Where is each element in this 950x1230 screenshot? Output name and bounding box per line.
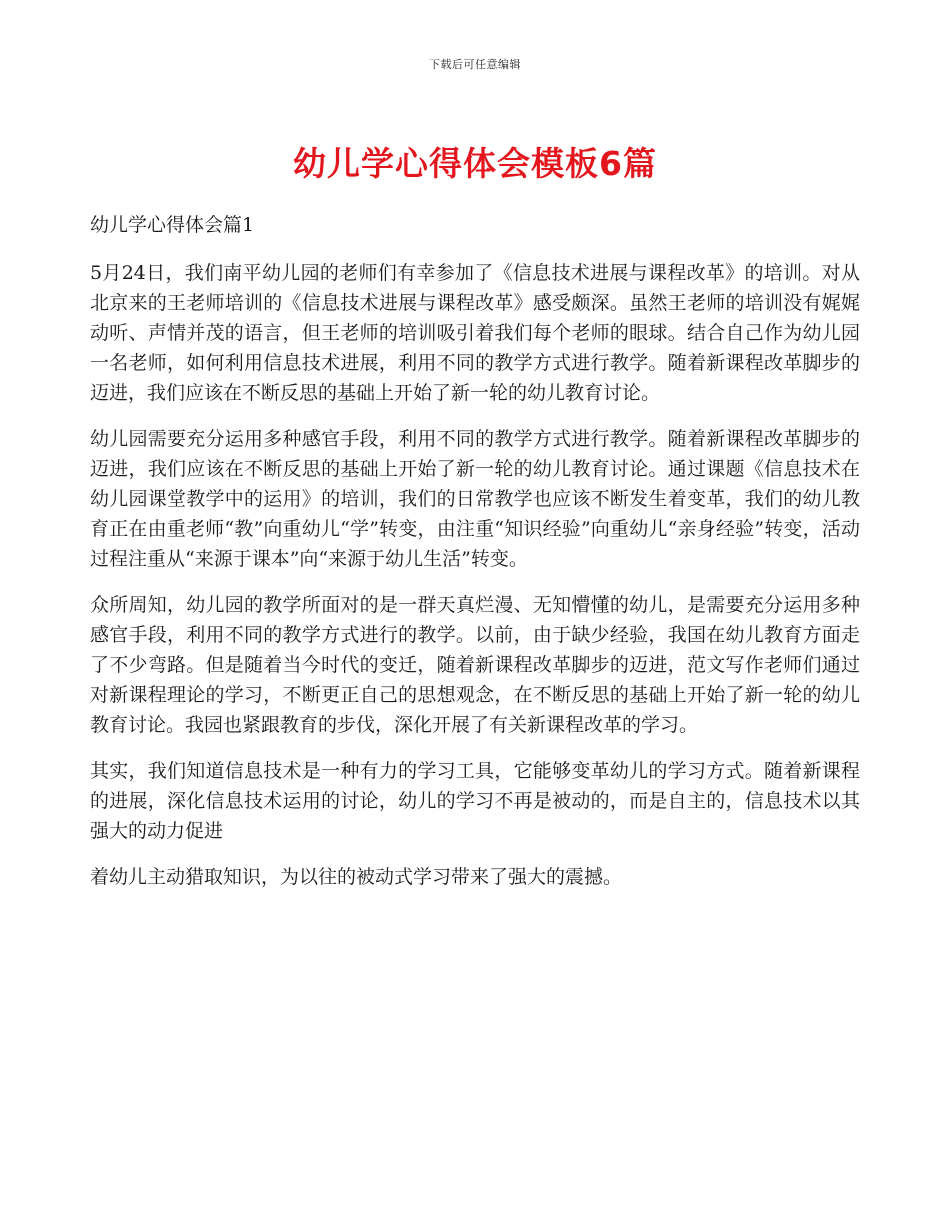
document-body bbox=[90, 210, 860, 908]
paragraph-1: 5月24日，我们南平幼儿园的老师们有幸参加了《信息技术进展与课程改革》的培训。对从北京来的王老师培训的《信息技术进展与课程改革》感受颇深。虽然王老师的培训没有娓娓动听、声情并茂的语言，但王老师的培训吸引着我们每个老师的眼球。结合自己作为幼儿园一名老师，如何利用信息技术进展，利用不同的教学方式进行教学。随着新课程改革脚步的迈进，我们应该在不断反思的基础上开始了新一轮的幼儿教育讨论。 bbox=[90, 262, 860, 404]
paragraph-4: 其实，我们知道信息技术是一种有力的学习工具，它能够变革幼儿的学习方式。随着新课程的进展，深化信息技术运用的讨论，幼儿的学习不再是被动的，而是自主的，信息技术以其强大的动力促进 bbox=[90, 760, 860, 842]
paragraph-2: 幼儿园需要充分运用多种感官手段，利用不同的教学方式进行教学。随着新课程改革脚步的迈进，我们应该在不断反思的基础上开始了新一轮的幼儿教育讨论。通过课题《信息技术在幼儿园课堂教学中的运用》的培训，我们的日常教学也应该不断发生着变革，我们的幼儿教育正在由重老师“教”向重幼儿“学”转变，由注重“知识经验”向重幼儿“亲身经验”转变，活动过程注重从“来源于课本”向“来源于幼儿生活”转变。 bbox=[90, 428, 860, 570]
paragraph-5: 着幼儿主动猎取知识，为以往的被动式学习带来了强大的震撼。 bbox=[90, 866, 623, 888]
document-title: 幼儿学心得体会模板6篇 bbox=[293, 144, 657, 183]
paragraph-3: 众所周知，幼儿园的教学所面对的是一群天真烂漫、无知懵懂的幼儿，是需要充分运用多种感官手段，利用不同的教学方式进行的教学。以前，由于缺少经验，我国在幼儿教育方面走了不少弯路。但是随着当今时代的变迁，随着新课程改革脚步的迈进，范文写作老师们通过对新课程理论的学习，不断更正自己的思想观念，在不断反思的基础上开始了新一轮的幼儿教育讨论。我园也紧跟教育的步伐，深化开展了有关新课程改革的学习。 bbox=[90, 594, 860, 736]
section-heading: 幼儿学心得体会篇1 bbox=[90, 214, 255, 236]
header-note: 下载后可任意编辑 bbox=[429, 58, 521, 71]
